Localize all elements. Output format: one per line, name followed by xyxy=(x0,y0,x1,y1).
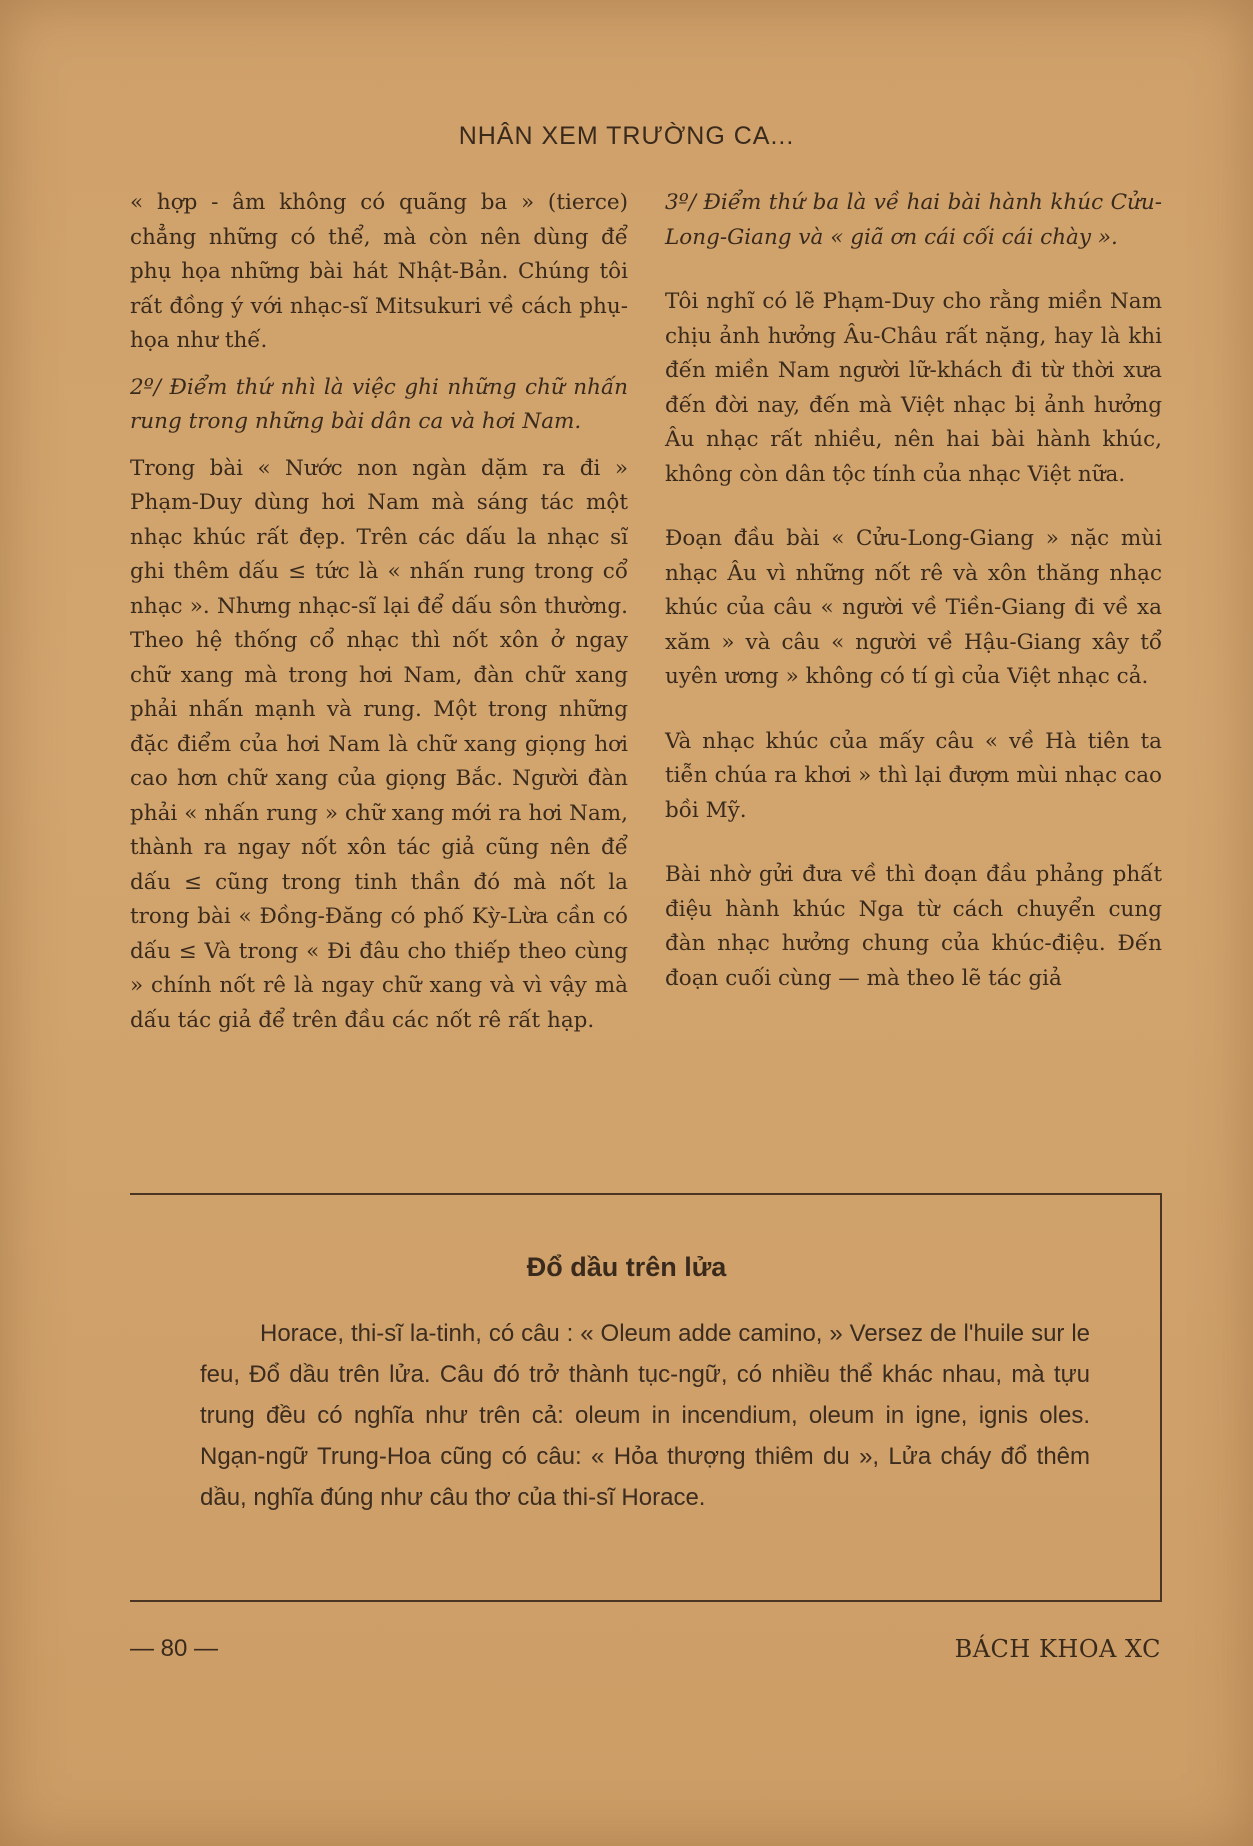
left-paragraph-3: Trong bài « Nước non ngàn dặm ra đi » Phạm-Duy dùng hơi Nam mà sáng tác một nhạc khúc rất đẹp. Trên các dấu la nhạc sĩ ghi thêm dấu ≤ tức là « nhấn rung trong cổ nhạc ». Nhưng nhạc-sĩ lại để dấu sôn thường. Theo hệ thống cổ nhạc thì nốt xôn ở ngay chữ xang mà trong hơi Nam, đàn chữ xang phải nhấn mạnh và rung. Một trong những đặc điểm của hơi Nam là chữ xang giọng hơi cao hơn chữ xang của giọng Bắc. Người đàn phải « nhấn rung » chữ xang mới ra hơi Nam, thành ra ngay nốt xôn tác giả cũng nên để dấu ≤ cũng trong tinh thần đó mà nốt la trong bài « Đồng-Đăng có phố Kỳ-Lừa cần có dấu ≤ Và trong « Đi đâu cho thiếp theo cùng » chính nốt rê là ngay chữ xang và vì vậy mà dấu tác giả để trên đầu các nốt rê rất hạp. xyxy=(130,455,628,1033)
page-number: — 80 — xyxy=(130,1635,219,1662)
right-paragraph-4: Và nhạc khúc của mấy câu « về Hà tiên ta tiễn chúa ra khơi » thì lại đượm mùi nhạc cao bồi Mỹ. xyxy=(665,728,1162,823)
right-paragraph-3: Đoạn đầu bài « Cửu-Long-Giang » nặc mùi nhạc Âu vì những nốt rê và xôn thăng nhạc khúc của câu « người về Tiền-Giang đi về xa xăm » và câu « người về Hậu-Giang xây tổ uyên ương » không có tí gì của Việt nhạc cả. xyxy=(665,526,1162,689)
right-paragraph-1: 3º/ Điểm thứ ba là về hai bài hành khúc Cửu-Long-Giang và « giã ơn cái cối cái chày ». xyxy=(665,190,1162,250)
box-body: Horace, thi-sĩ la-tinh, có câu : « Oleum adde camino, » Versez de l'huile sur le feu, Đổ dầu trên lửa. Câu đó trở thành tục-ngữ, có nhiều thể khác nhau, mà tựu trung đều có nghĩa như trên cả: oleum in incendium, oleum in igne, ignis oles. Ngạn-ngữ Trung-Hoa cũng có câu: « Hỏa thượng thiêm du », Lửa cháy đổ thêm dầu, nghĩa đúng như câu thơ của thi-sĩ Horace. xyxy=(200,1320,1090,1511)
left-column xyxy=(130,186,628,1050)
right-paragraph-5: Bài nhờ gửi đưa về thì đoạn đầu phảng phất điệu hành khúc Nga từ cách chuyển cung đàn nhạc hưởng chung của khúc-điệu. Đến đoạn cuối cùng — mà theo lẽ tác giả xyxy=(665,862,1162,991)
publication-name: BÁCH KHOA XC xyxy=(954,1635,1161,1663)
running-head: NHÂN XEM TRƯỜNG CA... xyxy=(458,122,795,150)
right-column xyxy=(665,186,1162,1008)
left-paragraph-1: « hợp - âm không có quãng ba » (tierce) chẳng những có thể, mà còn nên dùng để phụ họa những bài hát Nhật-Bản. Chúng tôi rất đồng ý với nhạc-sĩ Mitsukuri về cách phụ-họa như thế. xyxy=(130,190,628,353)
left-paragraph-2: 2º/ Điểm thứ nhì là việc ghi những chữ nhấn rung trong những bài dân ca và hơi Nam. xyxy=(130,374,628,434)
right-paragraph-2: Tôi nghĩ có lẽ Phạm-Duy cho rằng miền Nam chịu ảnh hưởng Âu-Châu rất nặng, hay là khi đến miền Nam người lữ-khách đi từ thời xưa đến đời nay, đến mà Việt nhạc bị ảnh hưởng Âu nhạc rất nhiều, nên hai bài hành khúc, không còn dân tộc tính của nhạc Việt nữa. xyxy=(665,289,1162,487)
box-title: Đổ dầu trên lửa xyxy=(526,1252,727,1282)
